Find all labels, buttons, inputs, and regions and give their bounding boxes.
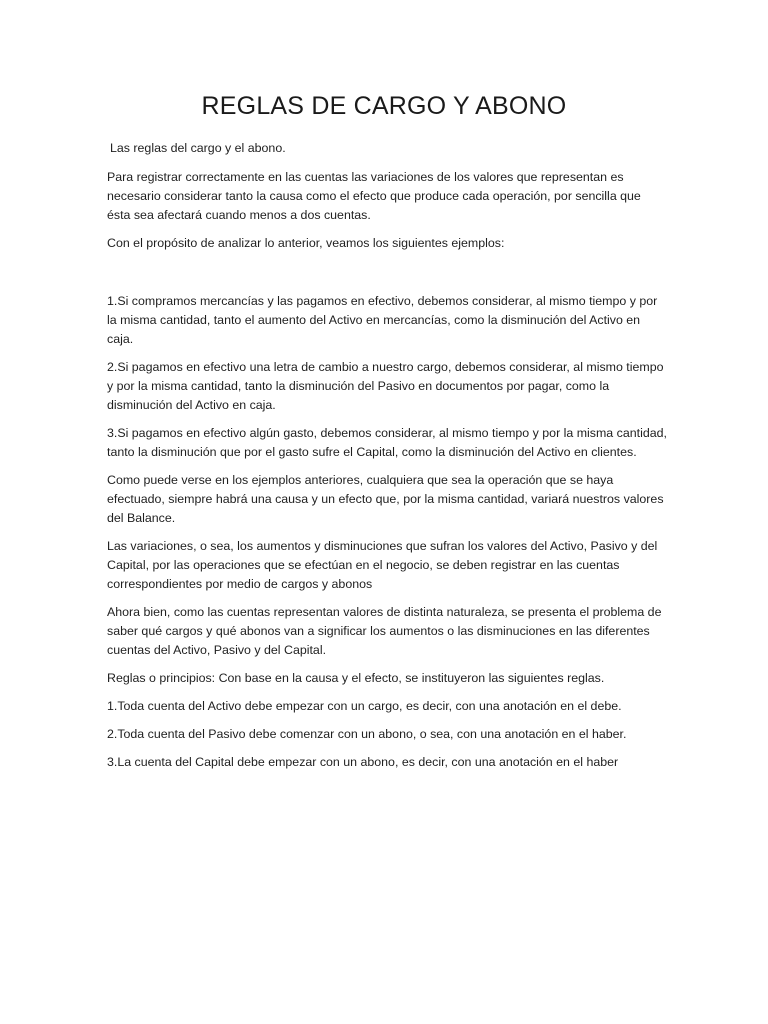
rule-1-paragraph: 1.Toda cuenta del Activo debe empezar con un cargo, es decir, con una anotación en el debe. bbox=[107, 699, 622, 713]
paragraph-rules-intro: Reglas o principios: Con base en la causa y el efecto, se instituyeron las siguientes reglas. bbox=[107, 671, 605, 685]
paragraph-conclusion: Como puede verse en los ejemplos anteriores, cualquiera que sea la operación que se haya efectuado, siempre habrá una causa y un efecto que, por la misma cantidad, variará nuestros valores del Balance. bbox=[107, 473, 664, 525]
paragraph-registration: Para registrar correctamente en las cuentas las variaciones de los valores que representan es necesario considerar tanto la causa como el efecto que produce cada operación, por sencilla que ésta sea afectará cuando menos a dos cuentas. bbox=[107, 170, 641, 222]
blank-line bbox=[107, 262, 667, 292]
document-body bbox=[107, 139, 667, 781]
document-title: REGLAS DE CARGO Y ABONO bbox=[201, 92, 567, 120]
example-1-paragraph: 1.Si compramos mercancías y las pagamos en efectivo, debemos considerar, al mismo tiempo y por la misma cantidad, tanto el aumento del Activo en mercancías, como la disminución del Activo en caja. bbox=[107, 294, 658, 346]
example-3-paragraph: 3.Si pagamos en efectivo algún gasto, debemos considerar, al mismo tiempo y por la misma cantidad, tanto la disminución que por el gasto sufre el Capital, como la disminución del Activo en clientes. bbox=[107, 426, 667, 459]
paragraph-variations: Las variaciones, o sea, los aumentos y disminuciones que sufran los valores del Activo, Pasivo y del Capital, por las operaciones que se efectúan en el negocio, se deben registrar en las cuentas correspondientes por medio de cargos y abonos bbox=[107, 539, 658, 591]
rule-2-paragraph: 2.Toda cuenta del Pasivo debe comenzar con un abono, o sea, con una anotación en el haber. bbox=[107, 727, 627, 741]
rule-3-paragraph: 3.La cuenta del Capital debe empezar con un abono, es decir, con una anotación en el haber bbox=[107, 755, 619, 769]
paragraph-problem: Ahora bien, como las cuentas representan valores de distinta naturaleza, se presenta el problema de saber qué cargos y qué abonos van a significar los aumentos o las disminuciones en las diferentes cuentas del Activo, Pasivo y del Capital. bbox=[107, 605, 662, 657]
example-2-paragraph: 2.Si pagamos en efectivo una letra de cambio a nuestro cargo, debemos considerar, al mismo tiempo y por la misma cantidad, tanto la disminución del Pasivo en documentos por pagar, como la disminución del Activo en caja. bbox=[107, 360, 664, 412]
paragraph-examples-intro: Con el propósito de analizar lo anterior, veamos los siguientes ejemplos: bbox=[107, 236, 505, 250]
intro-paragraph: Las reglas del cargo y el abono. bbox=[110, 141, 286, 155]
